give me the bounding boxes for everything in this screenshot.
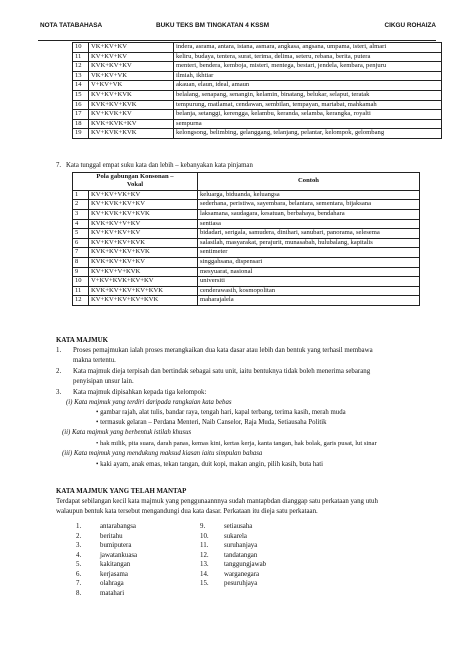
examples-cell: tempurung, matlamat, cendawan, sembilan, tempayan, martabat, mahkamah bbox=[174, 100, 442, 110]
table-row bbox=[73, 100, 442, 110]
table-row bbox=[73, 210, 420, 220]
mantap-list-left bbox=[76, 522, 137, 598]
row-number: 7 bbox=[73, 248, 89, 258]
pattern-cell: VK+KV+KV bbox=[89, 43, 174, 53]
table-row bbox=[73, 43, 442, 53]
table-row bbox=[73, 277, 420, 287]
examples-cell: ilmiah, ikhtiar bbox=[174, 71, 442, 81]
list-item-number: 15. bbox=[200, 580, 209, 588]
pattern-cell: KVK+KV+KV+KVK bbox=[89, 248, 198, 258]
row-number: 10 bbox=[73, 277, 89, 287]
row-number: 6 bbox=[73, 238, 89, 248]
table-row bbox=[73, 62, 442, 72]
row-number: 13 bbox=[73, 71, 89, 81]
table-row bbox=[73, 248, 420, 258]
examples-cell: maharajalela bbox=[198, 296, 420, 306]
pattern-cell: V+KV+VK bbox=[89, 81, 174, 91]
examples-cell: sentimeter bbox=[198, 248, 420, 258]
list-item bbox=[76, 579, 137, 589]
table-row bbox=[73, 229, 420, 239]
table-row bbox=[73, 267, 420, 277]
point-2-line2: penyisipan unsur lain. bbox=[73, 378, 134, 385]
row-number: 1 bbox=[73, 190, 89, 200]
syllable-table-four bbox=[72, 172, 420, 306]
header-divider bbox=[38, 40, 436, 41]
table2-header-row bbox=[73, 173, 420, 191]
row-number: 19 bbox=[73, 129, 89, 139]
list-item-number: 2. bbox=[76, 532, 82, 540]
pattern-cell: KV+KVK+KV+KVK bbox=[89, 210, 198, 220]
pattern-cell: V+KV+KVK+KV+KV bbox=[89, 277, 198, 287]
examples-cell: sentiasa bbox=[198, 219, 420, 229]
table2-header-contoh: Contoh bbox=[198, 173, 420, 191]
examples-cell: akauan, elaun, ideal, amaun bbox=[174, 81, 442, 91]
list-item bbox=[76, 551, 137, 561]
row-number: 15 bbox=[73, 90, 89, 100]
group-1-bullet-2: • termasuk gelaran – Perdana Menteri, Naib Canselor, Raja Muda, Setiausaha Politik bbox=[96, 419, 327, 426]
row-number: 3 bbox=[73, 210, 89, 220]
table-row bbox=[73, 286, 420, 296]
list-item-number: 5. bbox=[76, 561, 82, 569]
examples-cell: belalang, senapang, senangin, kelamin, binatang, belukar, selaput, teratak bbox=[174, 90, 442, 100]
list-item-number: 6. bbox=[76, 570, 82, 578]
examples-cell: singgahsana, dispensari bbox=[198, 257, 420, 267]
examples-cell: universiti bbox=[198, 277, 420, 287]
list-item bbox=[76, 560, 137, 570]
list-item-word: sukarela bbox=[224, 532, 247, 540]
table-row bbox=[73, 219, 420, 229]
table-row bbox=[73, 52, 442, 62]
group-2-bullet-1-text: hak milik, pita suara, darah panas, kemas kini, kertas kerja, kanta tangan, hak bolak, garis pusat, lut sinar bbox=[99, 440, 377, 447]
point-2-line1: Kata majmuk dieja terpisah dan bertindak sebagai satu unit, iaitu bentuknya tidak boleh menerima sebarang bbox=[73, 368, 371, 375]
examples-cell: cenderawasih, kosmopolitan bbox=[198, 286, 420, 296]
point-3-number: 3. bbox=[56, 389, 62, 396]
group-3-bullet-1-text: kaki ayam, anak emas, tekan tangan, duit kopi, makan angin, pilih kasih, buta hati bbox=[100, 461, 324, 468]
pattern-cell: KV+KVK+KV+KV bbox=[89, 200, 198, 210]
pattern-cell: KV+KV+KV+KV bbox=[89, 229, 198, 239]
list-item bbox=[200, 522, 266, 532]
pattern-cell: KV+KV+KVK bbox=[89, 90, 174, 100]
list-item-word: tanggungjawab bbox=[224, 561, 267, 569]
item-7-text: Kata tunggal empat suku kata dan lebih – kebanyakan kata pinjaman bbox=[66, 162, 253, 169]
examples-cell: salasilah, masyarakat, perajurit, munasabah, hulubalang, kapitalis bbox=[198, 238, 420, 248]
list-item-word: suruhanjaya bbox=[224, 542, 258, 550]
row-number: 4 bbox=[73, 219, 89, 229]
table-row bbox=[73, 190, 420, 200]
list-item bbox=[200, 532, 266, 542]
pattern-cell: KV+KVK+KVK bbox=[89, 129, 174, 139]
table-row bbox=[73, 90, 442, 100]
examples-cell: belanja, setanggi, kerengga, kelambu, keranda, selamba, kerangka, royalti bbox=[174, 110, 442, 120]
examples-cell: bidadari, serigala, samudera, dinihari, sanubari, panorama, selesema bbox=[198, 229, 420, 239]
list-item-word: olahraga bbox=[100, 580, 124, 588]
examples-cell: sederhana, peristiwa, sayembara, belantara, sementara, bijaksana bbox=[198, 200, 420, 210]
examples-cell: laksamana, saudagara, kesatuan, berbahaya, bendahara bbox=[198, 210, 420, 220]
row-number: 9 bbox=[73, 267, 89, 277]
list-item bbox=[200, 579, 266, 589]
table-row bbox=[73, 110, 442, 120]
pattern-cell: VK+KV+VK bbox=[89, 71, 174, 81]
mantap-list-right bbox=[200, 522, 266, 589]
pattern-cell: KV+KV+KV+KVK bbox=[89, 238, 198, 248]
list-item-word: kerjasama bbox=[100, 570, 128, 578]
list-item-number: 12. bbox=[200, 551, 209, 559]
pattern-cell: KV+KV+KV+KV+KVK bbox=[89, 296, 198, 306]
row-number: 2 bbox=[73, 200, 89, 210]
section-title-majmuk: KATA MAJMUK bbox=[56, 337, 108, 344]
group-2-bullet-1: • hak milik, pita suara, darah panas, kemas kini, kertas kerja, kanta tangan, hak bolak, garis pusat, lut sinar bbox=[96, 440, 377, 447]
pattern-cell: KVK+KV+KV bbox=[89, 62, 174, 72]
group-1-bullet-1: • gambar rajah, alat tulis, bandar raya, tengah hari, kapal terbang, terima kasih, merah muda bbox=[96, 409, 346, 416]
list-item bbox=[200, 560, 266, 570]
point-3-text: Kata majmuk dipisahkan kepada tiga kelompok: bbox=[73, 389, 207, 396]
point-1-line1: Proses pemajmukan ialah proses merangkaikan dua kata dasar atau lebih dan bentuk yang terhasil membawa bbox=[73, 347, 373, 354]
pattern-cell: KVK+KV+KVK bbox=[89, 100, 174, 110]
table-row bbox=[73, 257, 420, 267]
list-item-number: 10. bbox=[200, 532, 209, 540]
group-1-label: (i) Kata majmuk yang terdiri daripada rangkaian kata bebas bbox=[66, 399, 232, 406]
examples-cell: kelongsong, belimbing, gelanggang, telanjang, pelantar, kelompok, gelombang bbox=[174, 129, 442, 139]
row-number: 8 bbox=[73, 257, 89, 267]
examples-cell: sempurna bbox=[174, 119, 442, 129]
pattern-cell: KV+KVK+KV bbox=[89, 110, 174, 120]
list-item bbox=[200, 551, 266, 561]
pattern-cell: KVK+KV+KV+KV bbox=[89, 257, 198, 267]
row-number: 11 bbox=[73, 286, 89, 296]
pattern-cell: KV+KV+V+KVK bbox=[89, 267, 198, 277]
list-item bbox=[76, 522, 137, 532]
examples-cell: indera, asrama, antara, istana, asmara, angkasa, angsana, umpama, isteri, almari bbox=[174, 43, 442, 53]
table-row bbox=[73, 129, 442, 139]
header-right: CIKGU ROHAIZA bbox=[384, 22, 436, 29]
point-2-number: 2. bbox=[56, 368, 62, 375]
examples-cell: keluarga, biduanda, keluangsa bbox=[198, 190, 420, 200]
item-7-number: 7. bbox=[56, 162, 62, 169]
row-number: 17 bbox=[73, 110, 89, 120]
list-item bbox=[200, 570, 266, 580]
list-item-word: matahari bbox=[100, 589, 125, 597]
list-item-number: 13. bbox=[200, 561, 209, 569]
row-number: 12 bbox=[73, 62, 89, 72]
pattern-cell: KVK+KVK+KV bbox=[89, 119, 174, 129]
section-title-mantap: KATA MAJMUK YANG TELAH MANTAP bbox=[56, 488, 187, 495]
row-number: 11 bbox=[73, 52, 89, 62]
row-number: 5 bbox=[73, 229, 89, 239]
examples-cell: keliru, budaya, tentera, surat, terima, delima, seteru, rebana, berita, putera bbox=[174, 52, 442, 62]
mantap-intro-line1: Terdapat sebilangan kecil kata majmuk yang penggunaannnya sudah mantapbdan dianggap satu perkataan yang utuh bbox=[56, 498, 378, 505]
list-item-word: warganegara bbox=[224, 570, 260, 578]
header-pola-line2: Vokal bbox=[126, 181, 144, 189]
list-item bbox=[76, 589, 137, 599]
list-item-word: beritahu bbox=[100, 532, 123, 540]
page-header bbox=[40, 22, 436, 36]
pattern-cell: KVK+KV+KV+KV+KVK bbox=[89, 286, 198, 296]
row-number: 16 bbox=[73, 100, 89, 110]
list-item-number: 8. bbox=[76, 589, 82, 597]
point-1-line2: makna tertentu. bbox=[73, 357, 116, 364]
group-3-bullet-1: • kaki ayam, anak emas, tekan tangan, duit kopi, makan angin, pilih kasih, buta hati bbox=[96, 461, 324, 468]
table-row bbox=[73, 200, 420, 210]
group-3-label: (iii) Kata majmuk yang mendukung maksud kiasan iaitu simpulan bahasa bbox=[62, 450, 263, 457]
row-number: 10 bbox=[73, 43, 89, 53]
list-item-word: bumiputera bbox=[100, 542, 132, 550]
table-row bbox=[73, 119, 442, 129]
list-item-word: jawatankuasa bbox=[100, 551, 138, 559]
table-row bbox=[73, 296, 420, 306]
list-item bbox=[76, 532, 137, 542]
list-item-word: antarabangsa bbox=[100, 523, 136, 530]
header-pola-line1: Pola gabungan Konsonan – bbox=[96, 173, 174, 180]
list-item-number: 9. bbox=[200, 523, 206, 530]
list-item bbox=[200, 541, 266, 551]
list-item-number: 11. bbox=[200, 542, 209, 550]
syllable-table-three bbox=[72, 42, 442, 139]
list-item bbox=[76, 570, 137, 580]
point-1-number: 1. bbox=[56, 347, 62, 354]
list-item-number: 3. bbox=[76, 542, 82, 550]
row-number: 12 bbox=[73, 296, 89, 306]
group-1-bullet-1-text: gambar rajah, alat tulis, bandar raya, tengah hari, kapal terbang, terima kasih, merah muda bbox=[100, 409, 346, 416]
table-row bbox=[73, 238, 420, 248]
mantap-intro-line2: walaupun bentuk kata tersebut mengandungi dua kata dasar. Perkataan itu dieja satu perkataan. bbox=[56, 508, 318, 515]
group-2-label: (ii) Kata majmuk yang berbentuk istilah khusus bbox=[62, 429, 192, 436]
row-number: 18 bbox=[73, 119, 89, 129]
pattern-cell: KV+KV+KV bbox=[89, 52, 174, 62]
header-left: NOTA TATABAHASA bbox=[40, 22, 103, 29]
examples-cell: menteri, bendera, kemboja, misteri, mentega, bestari, jendela, kembara, penjuru bbox=[174, 62, 442, 72]
list-item-number: 4. bbox=[76, 551, 82, 559]
list-item-word: pesuruhjaya bbox=[224, 580, 258, 588]
list-item-word: setiausaha bbox=[224, 523, 253, 530]
list-item-word: kakitangan bbox=[100, 561, 131, 569]
list-item-word: tandatangan bbox=[224, 551, 258, 559]
group-1-bullet-2-text: termasuk gelaran – Perdana Menteri, Naib Canselor, Raja Muda, Setiausaha Politik bbox=[100, 419, 327, 426]
list-item bbox=[76, 541, 137, 551]
list-item-number: 7. bbox=[76, 580, 82, 588]
pattern-cell: KV+KV+VK+KV bbox=[89, 190, 198, 200]
table-row bbox=[73, 81, 442, 91]
table-row bbox=[73, 71, 442, 81]
pattern-cell: KVK+KV+V+KV bbox=[89, 219, 198, 229]
list-item-number: 1. bbox=[76, 523, 82, 530]
row-number: 14 bbox=[73, 81, 89, 91]
list-item-number: 14. bbox=[200, 570, 209, 578]
table2-header-pola bbox=[73, 173, 198, 191]
header-middle: BUKU TEKS BM TINGKATAN 4 KSSM bbox=[156, 22, 270, 29]
examples-cell: mesyuarat, nasional bbox=[198, 267, 420, 277]
